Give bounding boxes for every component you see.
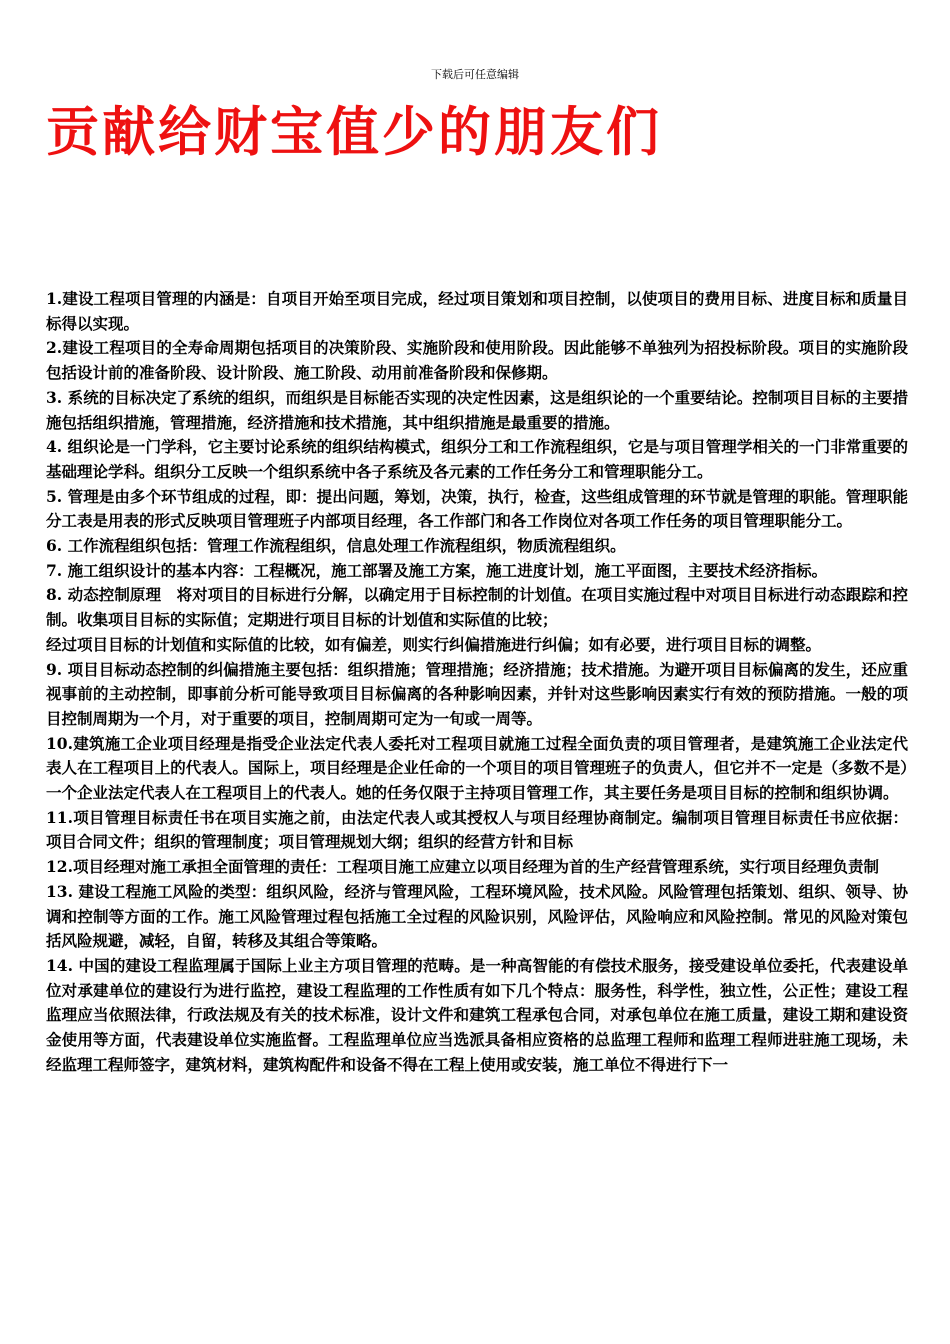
paragraph-10: 10.建筑施工企业项目经理是指受企业法定代表人委托对工程项目就施工过程全面负责的项目管理者，是建筑施工企业法定代表人在工程项目上的代表人。国际上，项目经理是企业任命的一个项目的项目管理班子的负责人，但它并不一定是（多数不是）一个企业法定代表人在工程项目上的代表人。她的任务仅限于主持项目管理工作，其主要任务是项目目标的控制和组织协调。 — [46, 733, 908, 803]
paragraph-11: 11.项目管理目标责任书在项目实施之前，由法定代表人或其授权人与项目经理协商制定。编制项目管理目标责任书应依据：项目合同文件；组织的管理制度；项目管理规划大纲；组织的经营方针和目标 — [46, 807, 908, 852]
paragraph-2: 2.建设工程项目的全寿命周期包括项目的决策阶段、实施阶段和使用阶段。因此能够不单独列为招投标阶段。项目的实施阶段包括设计前的准备阶段、设计阶段、施工阶段、动用前准备阶段和保修期。 — [46, 338, 908, 383]
paragraph-8: 8. 动态控制原理 将对项目的目标进行分解，以确定用于目标控制的计划值。在项目实施过程中对项目目标进行动态跟踪和控制。收集项目目标的实际值；定期进行项目目标的计划值和实际值的比较； 经过项目目标的计划值和实际值的比较，如有偏差，则实行纠偏措施进行纠偏；如有必要，进行项目目标的调整。 — [46, 585, 908, 654]
paragraph-13: 13. 建设工程施工风险的类型：组织风险，经济与管理风险，工程环境风险，技术风险。风险管理包括策划、组织、领导、协调和控制等方面的工作。施工风险管理过程包括施工全过程的风险识别，风险评估，风险响应和风险控制。常见的风险对策包括风险规避，减轻，自留，转移及其组合等策略。 — [46, 881, 908, 951]
document-body — [46, 287, 908, 1078]
paragraph-9: 9. 项目目标动态控制的纠偏措施主要包括：组织措施；管理措施；经济措施；技术措施。为避开项目目标偏离的发生，还应重视事前的主动控制，即事前分析可能导致项目目标偏离的各种影响因素，并针对这些影响因素实行有效的预防措施。一般的项目控制周期为一个月，对于重要的项目，控制周期可定为一旬或一周等。 — [46, 659, 908, 728]
paragraph-4: 4. 组织论是一门学科，它主要讨论系统的组织结构模式，组织分工和工作流程组织，它是与项目管理学相关的一门非常重要的基础理论学科。组织分工反映一个组织系统中各子系统及各元素的工作任务分工和管理职能分工。 — [46, 437, 908, 481]
paragraph-12: 12.项目经理对施工承担全面管理的责任：工程项目施工应建立以项目经理为首的生产经营管理系统，实行项目经理负责制 — [46, 857, 879, 877]
paragraph-14: 14. 中国的建设工程监理属于国际上业主方项目管理的范畴。是一种高智能的有偿技术服务，接受建设单位委托，代表建设单位对承建单位的建设行为进行监控，建设工程监理的工作性质有如下几个特点：服务性，科学性，独立性，公正性；建设工程监理应当依照法律，行政法规及有关的技术标准，设计文件和建筑工程承包合同，对承包单位在施工质量，建设工期和建设资金使用等方面，代表建设单位实施监督。工程监理单位应当选派具备相应资格的总监理工程师和监理工程师进驻施工现场，未经监理工程师签字，建筑材料，建筑构配件和设备不得在工程上使用或安装，施工单位不得进行下一 — [46, 955, 908, 1074]
paragraph-5: 5. 管理是由多个环节组成的过程，即：提出问题，筹划，决策，执行，检查，这些组成管理的环节就是管理的职能。管理职能分工表是用表的形式反映项目管理班子内部项目经理，各工作部门和各工作岗位对各项工作任务的项目管理职能分工。 — [46, 486, 908, 531]
paragraph-7: 7. 施工组织设计的基本内容：工程概况，施工部署及施工方案，施工进度计划，施工平面图，主要技术经济指标。 — [46, 560, 828, 580]
document-title: 贡献给财宝值少的朋友们 — [46, 101, 662, 163]
header-note: 下载后可任意编辑 — [431, 68, 519, 81]
paragraph-6: 6. 工作流程组织包括：管理工作流程组织，信息处理工作流程组织，物质流程组织。 — [46, 536, 626, 556]
paragraph-3: 3. 系统的目标决定了系统的组织，而组织是目标能否实现的决定性因素，这是组织论的一个重要结论。控制项目目标的主要措施包括组织措施，管理措施，经济措施和技术措施，其中组织措施是最重要的措施。 — [46, 387, 908, 432]
paragraph-1: 1.建设工程项目管理的内涵是：自项目开始至项目完成，经过项目策划和项目控制，以使项目的费用目标、进度目标和质量目标得以实现。 — [46, 289, 908, 333]
